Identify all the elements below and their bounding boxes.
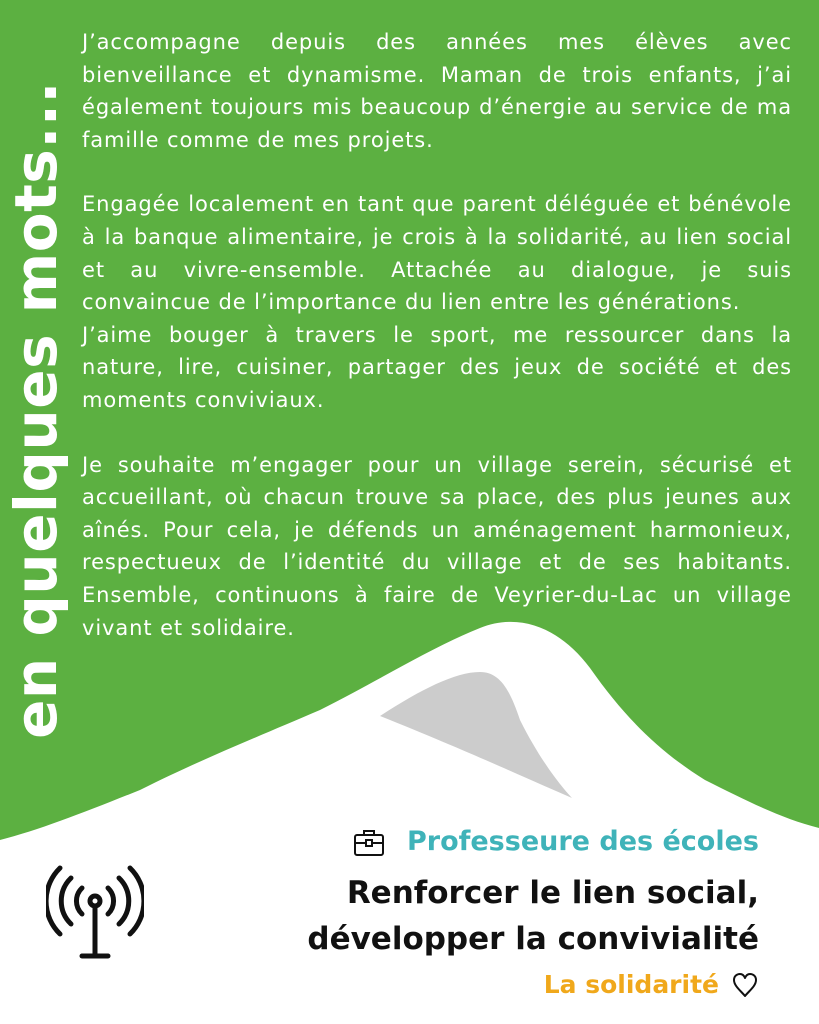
theme [544, 970, 759, 999]
slogan [307, 870, 759, 962]
antenna-icon [46, 864, 144, 967]
theme-label: La solidarité [543, 970, 719, 999]
slogan-line-2: développer la convivialité [307, 921, 759, 957]
vertical-title-text: en quelques mots... [2, 81, 70, 739]
paragraph-commitment: Je souhaite m’engager pour un village serein, sécurisé et accueillant, où chacun trouve sa place, des plus jeunes aux aînés. Pour cela, je défends un aménagement harmonieux, respectueux de l’identité du village et de ses habitants. Ensemble, continuons à faire de Veyrier-du-Lac un village vivant et solidaire. [82, 452, 792, 640]
vertical-title [0, 0, 72, 820]
paragraph-hobbies: J’aime bouger à travers le sport, me ressourcer dans la nature, lire, cuisiner, partager des jeux de société et des moments conviviaux. [82, 322, 792, 412]
heart-icon [731, 971, 759, 999]
profession [353, 826, 759, 857]
paragraph-engagement: Engagée localement en tant que parent déléguée et bénévole à la banque alimentaire, je crois à la solidarité, au lien social et au vivre-ensemble. Attachée au dialogue, je suis convaincue de l’importance du lien entre les générations. [82, 192, 792, 315]
mountain-shadow [380, 672, 572, 798]
presentation-text [82, 26, 792, 644]
paragraph-intro: J’accompagne depuis des années mes élèves avec bienveillance et dynamisme. Maman de trois enfants, j’ai également toujours mis beaucoup d’énergie au service de ma famille comme de mes projets. [82, 30, 792, 152]
profession-label: Professeure des écoles [406, 826, 759, 857]
slogan-line-1: Renforcer le lien social, [346, 875, 759, 911]
briefcase-icon [353, 827, 385, 857]
